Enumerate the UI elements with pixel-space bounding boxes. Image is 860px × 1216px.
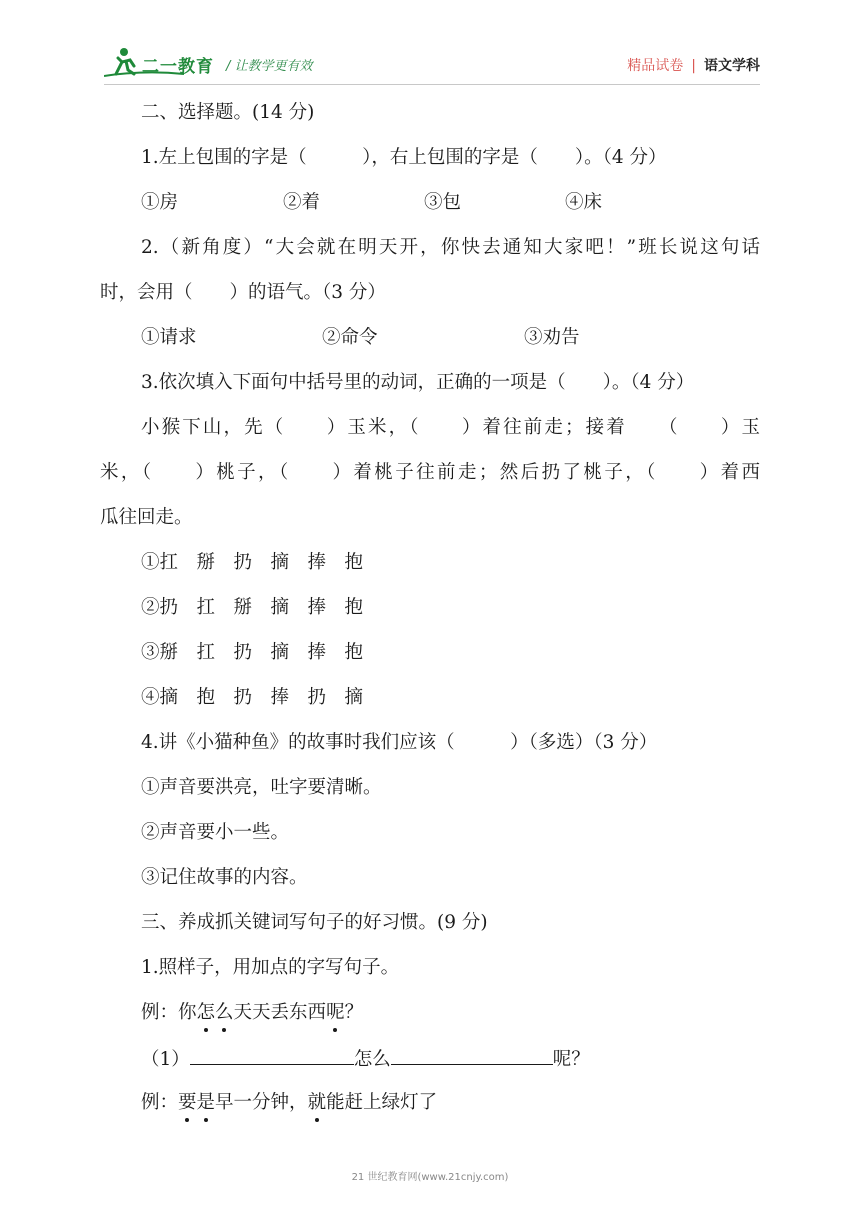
q1-option-4: ④床 <box>565 192 603 213</box>
q4-option-2: ②声音要小一些。 <box>141 822 290 843</box>
logo-text: 二一教育 <box>142 57 214 77</box>
example-2-end: 能赶上绿灯了 <box>326 1092 438 1113</box>
example-1-middle: 天天丢东西 <box>233 1002 327 1023</box>
q4-stem: 4.讲《小猫种鱼》的故事时我们应该（ ）（多选）（3 分） <box>141 732 658 753</box>
example-sentence-2 <box>141 1091 437 1115</box>
q2-option-1: ①请求 <box>141 327 197 348</box>
fill-sentence-1 <box>141 1046 590 1072</box>
q3-passage-line-1: 小猴下山，先（ ）玉米，（ ）着往前走；接着 （ ）玉 <box>141 417 760 438</box>
s3-q1-stem: 1.照样子，用加点的字写句子。 <box>141 957 400 978</box>
header-subject <box>627 55 760 75</box>
q2-stem-line-2: 时，会用（ ）的语气。（3 分） <box>100 282 386 303</box>
section-2-title: 二、选择题。(14 分) <box>141 102 315 123</box>
q3-passage-line-2: 米，（ ）桃子，（ ）着桃子往前走；然后扔了桃子，（ ）着西 <box>100 462 760 483</box>
page-footer: 21 世纪教育网(www.21cnjy.com) <box>351 1172 509 1183</box>
q2-option-3: ③劝告 <box>524 327 580 348</box>
dotted-char: 怎 <box>196 1002 216 1023</box>
q4-option-3: ③记住故事的内容。 <box>141 867 308 888</box>
q1-option-3: ③包 <box>424 192 462 213</box>
q1-option-2: ②着 <box>283 192 321 213</box>
dotted-char: 呢 <box>326 1002 345 1023</box>
q3-option-3: ③掰 扛 扔 摘 捧 抱 <box>141 642 364 663</box>
answer-blank-2[interactable] <box>391 1046 553 1065</box>
dotted-char: 要 <box>178 1092 197 1113</box>
dotted-char: 是 <box>196 1092 216 1113</box>
answer-blank-1[interactable] <box>190 1046 354 1065</box>
example-1-prefix: 例：你 <box>141 1002 197 1023</box>
fill-1-end: 呢？ <box>552 1049 590 1070</box>
page-header <box>0 0 860 92</box>
example-2-middle: 早一分钟， <box>215 1092 308 1113</box>
example-2-prefix: 例： <box>141 1092 179 1113</box>
q3-passage-line-3: 瓜往回走。 <box>100 507 193 528</box>
q3-option-4: ④摘 抱 扔 捧 扔 摘 <box>141 687 364 708</box>
fill-1-middle: 怎么 <box>353 1049 391 1070</box>
header-separator: | <box>691 58 696 74</box>
q1-option-1: ①房 <box>141 192 179 213</box>
q4-option-1: ①声音要洪亮，吐字要清晰。 <box>141 777 382 798</box>
q3-option-1: ①扛 掰 扔 摘 捧 抱 <box>141 552 364 573</box>
q3-stem: 3.依次填入下面句中括号里的动词，正确的一项是（ ）。（4 分） <box>141 372 695 393</box>
slogan: / 让教学更有效 <box>226 59 313 74</box>
q2-stem-line-1: 2.（新角度）“大会就在明天开，你快去通知大家吧！”班长说这句话 <box>141 237 760 258</box>
fill-1-number: （1） <box>141 1049 190 1070</box>
q2-option-2: ②命令 <box>322 327 378 348</box>
q1-stem: 1.左上包围的字是（ ），右上包围的字是（ ）。（4 分） <box>141 147 667 168</box>
example-1-end: ？ <box>344 1002 364 1023</box>
header-label-subject: 语文学科 <box>704 58 760 74</box>
section-3-title: 三、养成抓关键词写句子的好习惯。(9 分) <box>141 912 488 933</box>
dotted-char: 就 <box>307 1092 327 1113</box>
header-divider <box>104 84 760 85</box>
header-label-quality: 精品试卷 <box>627 58 684 74</box>
example-sentence-1 <box>141 1001 363 1025</box>
q3-option-2: ②扔 扛 掰 摘 捧 抱 <box>141 597 364 618</box>
dotted-char: 么 <box>215 1002 234 1023</box>
